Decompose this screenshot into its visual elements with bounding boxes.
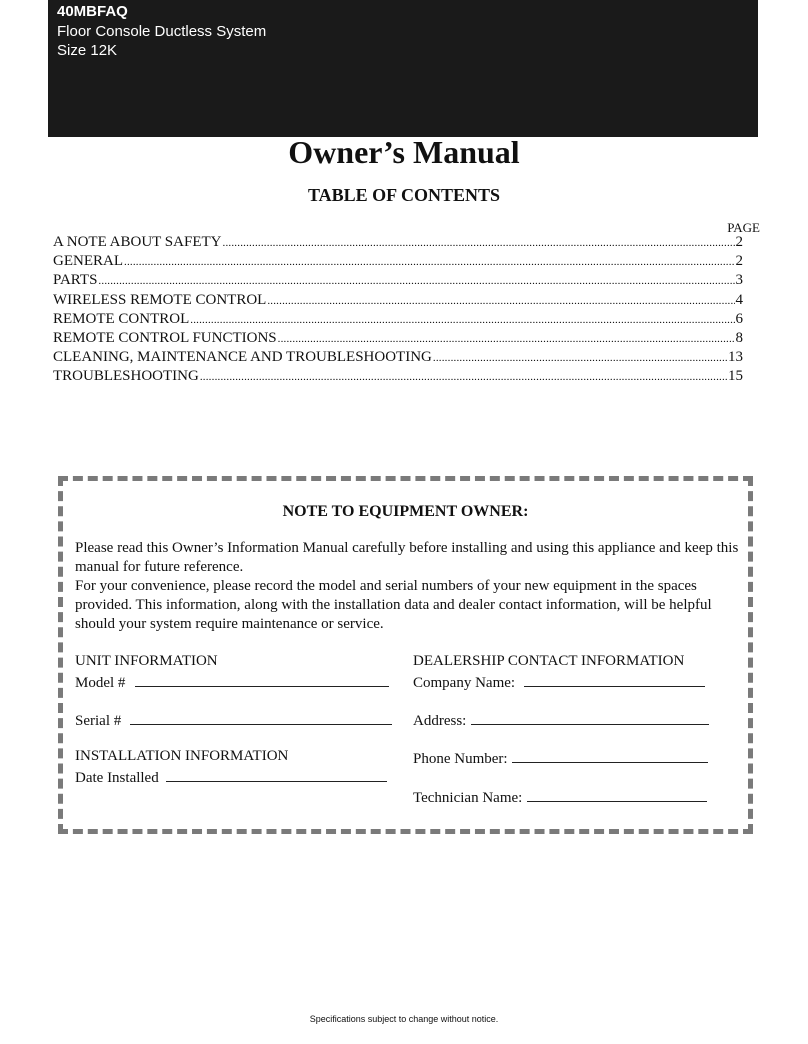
installation-info-heading: INSTALLATION INFORMATION [75,748,289,764]
product-size: Size 12K [57,42,118,59]
toc-entry-label: REMOTE CONTROL [53,310,190,327]
toc-leader-dots [190,311,734,330]
toc-leader-dots [433,349,727,368]
model-blank-line[interactable] [135,671,389,687]
address-field[interactable] [413,709,709,731]
toc-entry-page: 3 [735,272,743,289]
toc-entry-page: 13 [728,349,743,366]
phone-number-blank-line[interactable] [512,747,708,763]
company-name-blank-line[interactable] [524,671,705,687]
technician-name-blank-line[interactable] [527,786,707,802]
toc-entry-label: PARTS [53,272,98,289]
toc-leader-dots [200,368,727,387]
toc-heading: TABLE OF CONTENTS [307,185,501,205]
phone-number-field[interactable] [413,747,708,769]
toc-entry-label: REMOTE CONTROL FUNCTIONS [53,329,277,346]
toc-leader-dots [278,330,735,349]
technician-name-label: Technician Name: [413,790,523,806]
address-blank-line[interactable] [471,709,709,725]
toc-entry[interactable] [53,310,743,329]
date-installed-label: Date Installed [75,770,159,786]
model-field[interactable] [75,671,389,693]
toc-entry-label: GENERAL [53,253,123,270]
phone-number-label: Phone Number: [413,751,508,767]
toc-entry-page: 4 [735,291,743,308]
toc-entry-label: WIRELESS REMOTE CONTROL [53,291,267,308]
unit-info-heading: UNIT INFORMATION [75,653,218,669]
toc-entry-page: 15 [728,368,743,385]
toc-entry-page: 2 [735,234,743,250]
model-label: Model # [75,675,126,691]
toc-entry[interactable] [53,367,743,386]
toc-entry-label: A NOTE ABOUT SAFETY [53,234,222,250]
dealership-info-heading: DEALERSHIP CONTACT INFORMATION [413,653,685,669]
serial-field[interactable] [75,709,392,731]
company-name-field[interactable] [413,671,705,693]
toc-page-column-label: PAGE [727,220,760,235]
note-title: NOTE TO EQUIPMENT OWNER: [282,503,529,520]
toc-entry[interactable] [53,348,743,367]
page-title: Owner’s Manual [288,134,520,170]
date-installed-field[interactable] [75,766,387,788]
address-label: Address: [413,713,467,729]
toc-leader-dots [267,292,734,311]
footer-disclaimer: Specifications subject to change without notice. [309,1014,499,1024]
product-description: Floor Console Ductless System [57,23,267,40]
note-paragraph: For your convenience, please record the model and serial numbers of your new equipment in the spaces provided. This information, along with the installation data and dealer contact information, will be helpful should your system require maintenance or service. [75,578,712,632]
toc-entry[interactable] [53,252,743,271]
toc-entry-label: CLEANING, MAINTENANCE AND TROUBLESHOOTING [53,349,432,366]
owner-note-box [58,476,753,834]
note-paragraph: Please read this Owner’s Information Manual carefully before installing and using this appliance and keep this manual for future reference. [75,540,739,575]
toc-leader-dots [223,234,735,253]
toc-leader-dots [98,272,734,291]
toc-entry[interactable] [53,291,743,310]
toc-entry[interactable] [53,233,743,252]
date-installed-blank-line[interactable] [166,766,387,782]
toc-entry[interactable] [53,271,743,290]
model-number: 40MBFAQ [57,3,128,20]
toc-entry[interactable] [53,329,743,348]
toc-entry-page: 6 [735,310,743,327]
serial-label: Serial # [75,713,122,729]
header-banner [48,0,758,137]
technician-name-field[interactable] [413,786,707,808]
dealership-info-column [413,481,743,831]
toc-leader-dots [124,253,735,272]
toc-entry-page: 2 [735,253,743,270]
unit-info-column [75,481,405,831]
table-of-contents [53,233,743,387]
company-name-label: Company Name: [413,675,516,691]
toc-entry-page: 8 [735,329,743,346]
toc-entry-label: TROUBLESHOOTING [53,368,199,385]
serial-blank-line[interactable] [130,709,392,725]
